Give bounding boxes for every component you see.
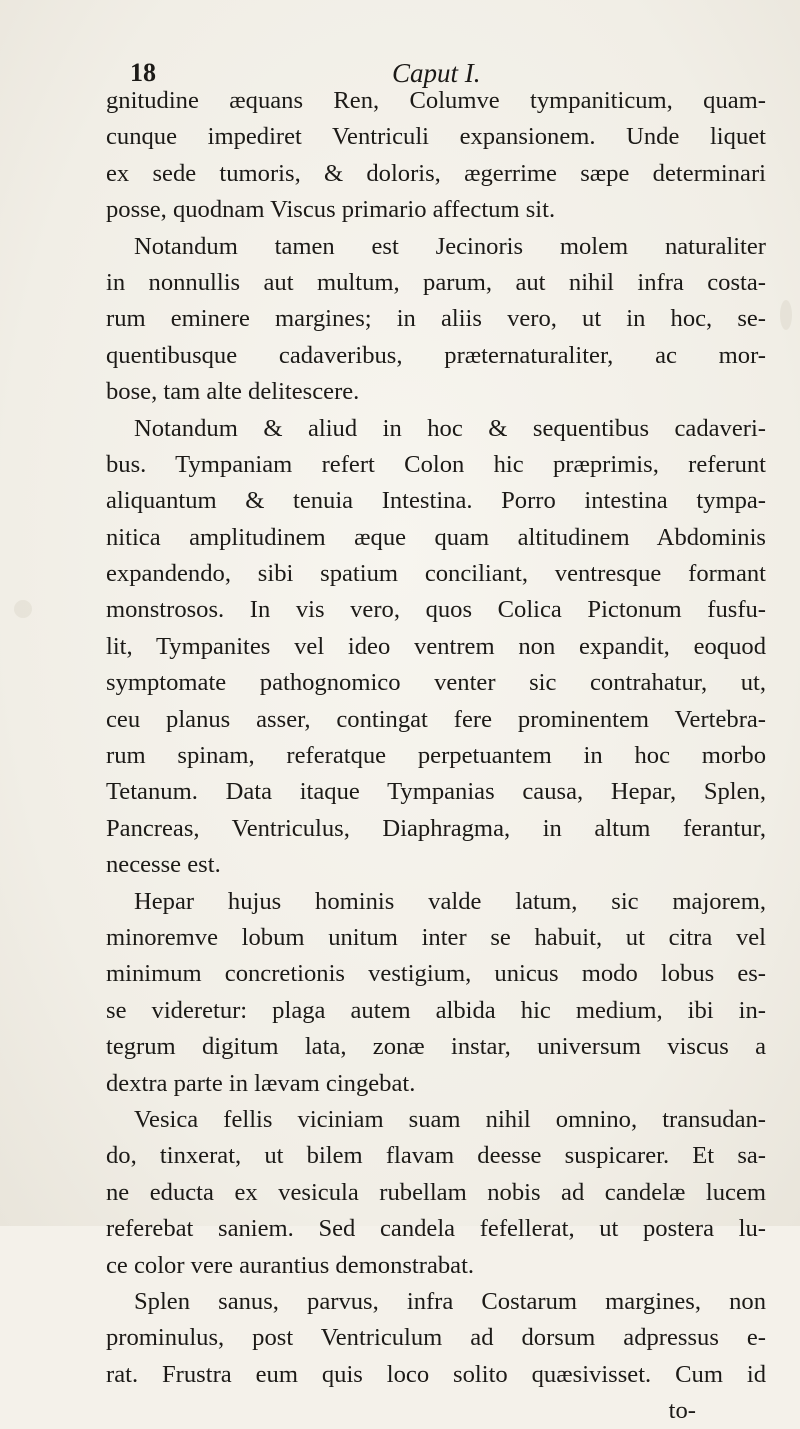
text-line: Splen sanus, parvus, infra Costarum margines, non <box>134 1287 766 1315</box>
text-line: Notandum & aliud in hoc & sequentibus cadaveri- <box>134 414 766 442</box>
text-line: posse, quodnam Viscus primario affectum sit. <box>106 196 556 224</box>
text-line: se videretur: plaga autem albida hic medium, ibi in- <box>106 996 766 1024</box>
text-line: aliquantum & tenuia Intestina. Porro intestina tympa- <box>106 487 766 515</box>
text-line: tegrum digitum lata, zonæ instar, universum viscus a <box>106 1033 766 1061</box>
text-line: Notandum tamen est Jecinoris molem naturaliter <box>134 232 766 260</box>
text-line: ex sede tumoris, & doloris, ægerrime sæpe determinari <box>106 159 766 187</box>
text-line: gnitudine æquans Ren, Columve tympaniticum, quam- <box>106 87 766 114</box>
text-line: referebat saniem. Sed candela fefellerat, ut postera lu- <box>106 1215 766 1243</box>
text-line: cunque impediret Ventriculi expansionem. Unde liquet <box>106 123 766 151</box>
paper-stain <box>780 300 792 330</box>
text-line: ne educta ex vesicula rubellam nobis ad candelæ lucem <box>106 1178 766 1206</box>
text-line: bus. Tympaniam refert Colon hic præprimis, referunt <box>106 450 766 478</box>
text-line: rat. Frustra eum quis loco solito quæsivisset. Cum id <box>106 1360 766 1388</box>
text-line: prominulus, post Ventriculum ad dorsum adpressus e- <box>106 1324 766 1352</box>
text-line: do, tinxerat, ut bilem flavam deesse suspicarer. Et sa- <box>106 1142 766 1170</box>
text-line: minimum concretionis vestigium, unicus modo lobus es- <box>106 960 766 988</box>
text-line: expandendo, sibi spatium conciliant, ventresque formant <box>106 560 766 588</box>
text-line: minoremve lobum unitum inter se habuit, ut citra vel <box>106 923 766 951</box>
text-line: symptomate pathognomico venter sic contrahatur, ut, <box>106 669 766 697</box>
text-line: bose, tam alte delitescere. <box>106 378 360 406</box>
text-line: rum spinam, referatque perpetuantem in hoc morbo <box>106 742 766 770</box>
text-line: quentibusque cadaveribus, præternaturaliter, ac mor- <box>106 341 766 369</box>
text-line: lit, Tympanites vel ideo ventrem non expandit, eoquod <box>106 632 766 660</box>
catchword: to- <box>668 1397 696 1425</box>
text-line: Hepar hujus hominis valde latum, sic majorem, <box>134 887 766 915</box>
paper-stain <box>14 600 32 618</box>
text-line: dextra parte in lævam cingebat. <box>106 1069 416 1097</box>
text-line: ceu planus asser, contingat fere prominentem Vertebra- <box>106 705 766 733</box>
text-line: monstrosos. In vis vero, quos Colica Pictonum fusfu- <box>106 596 766 624</box>
text-line: Pancreas, Ventriculus, Diaphragma, in altum ferantur, <box>106 814 766 842</box>
page-number: 18 <box>130 58 156 87</box>
text-line: in nonnullis aut multum, parum, aut nihil infra costa- <box>106 268 766 296</box>
text-line: ce color vere aurantius demonstrabat. <box>106 1251 475 1279</box>
text-line: necesse est. <box>106 851 221 879</box>
body-text <box>106 83 766 1429</box>
text-line: rum eminere margines; in aliis vero, ut in hoc, se- <box>106 305 766 333</box>
text-line: nitica amplitudinem æque quam altitudinem Abdominis <box>106 523 766 551</box>
running-head: Caput I. <box>392 58 481 88</box>
text-line: Vesica fellis viciniam suam nihil omnino, transudan- <box>134 1105 766 1133</box>
text-line: Tetanum. Data itaque Tympanias causa, Hepar, Splen, <box>106 778 766 806</box>
